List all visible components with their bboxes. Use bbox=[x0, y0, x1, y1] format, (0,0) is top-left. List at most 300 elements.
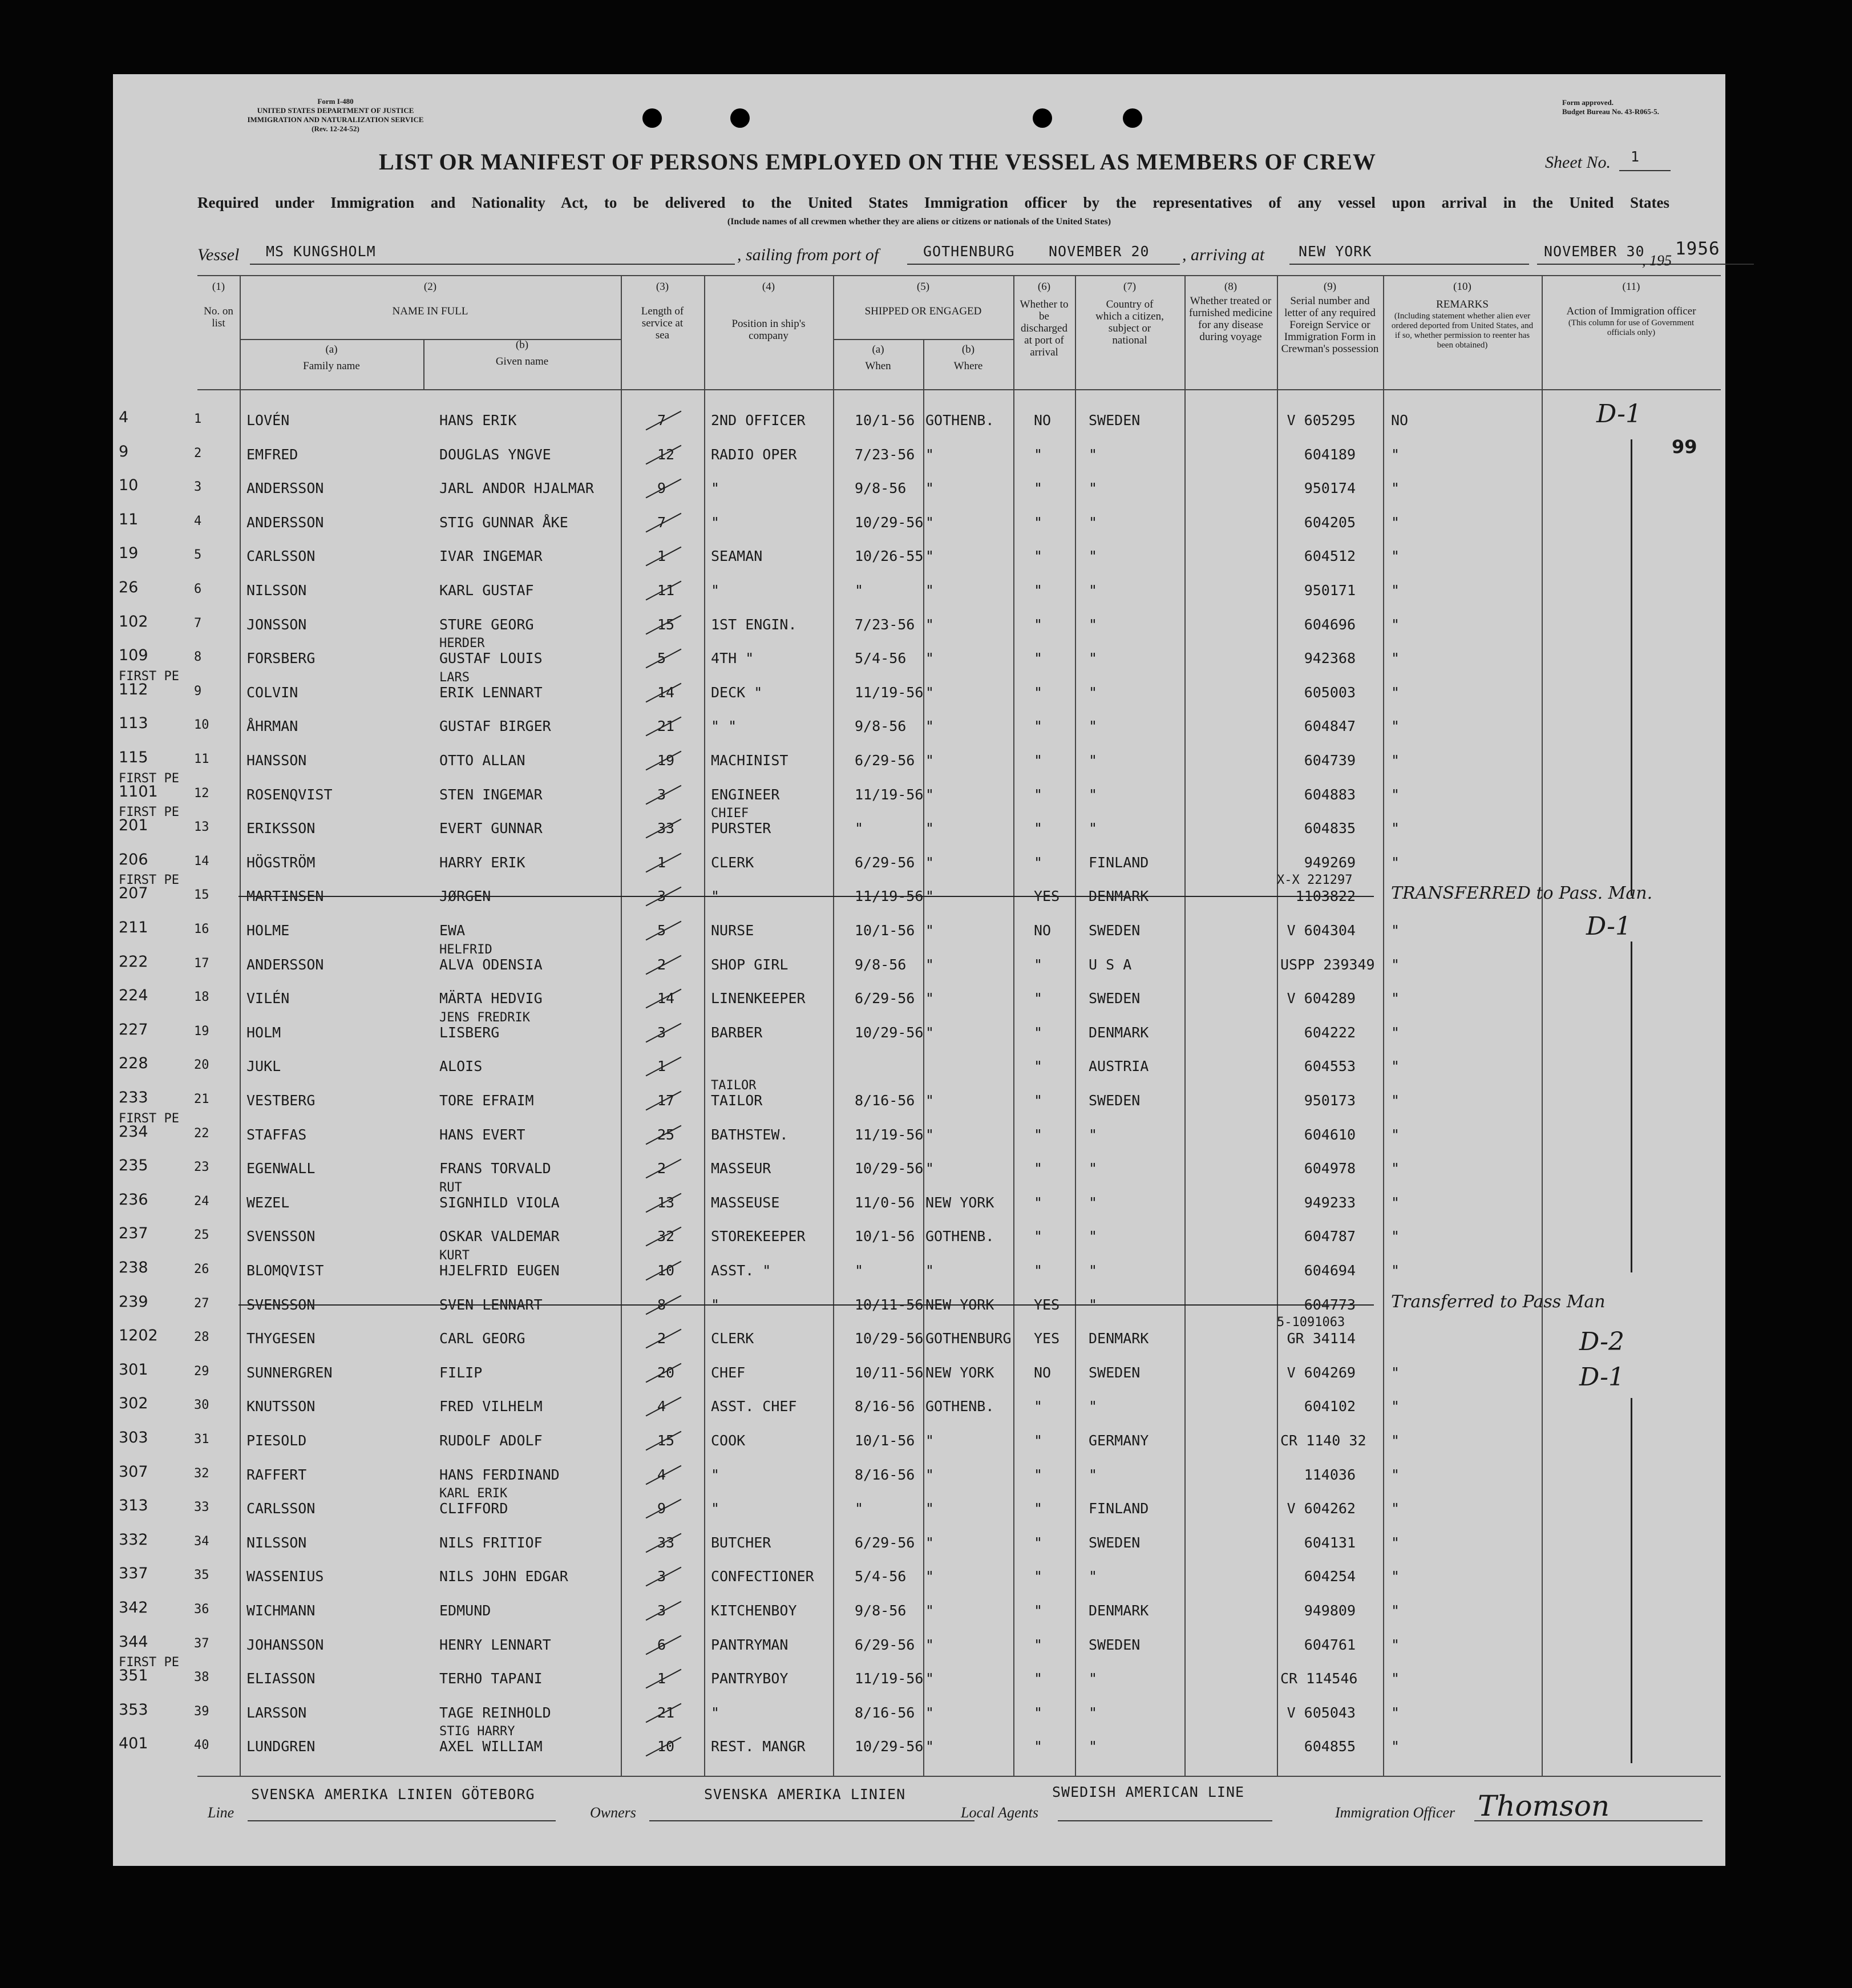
shipped-where: " bbox=[925, 820, 935, 837]
given-name-above: HERDER bbox=[439, 636, 485, 650]
shipped-when: 6/29-56 bbox=[855, 752, 915, 769]
serial-number: 114036 bbox=[1304, 1466, 1356, 1483]
position: " " bbox=[711, 718, 737, 734]
discharged: " bbox=[1034, 1637, 1043, 1653]
vessel-label: Vessel bbox=[197, 245, 240, 264]
row-reference-number: 233 bbox=[119, 1089, 148, 1106]
discharged: " bbox=[1034, 1602, 1043, 1619]
country: FINLAND bbox=[1089, 1500, 1149, 1517]
serial-number: 604696 bbox=[1304, 616, 1356, 633]
position: PANTRYMAN bbox=[711, 1637, 788, 1653]
serial-number: 604739 bbox=[1304, 752, 1356, 769]
shipped-where: " bbox=[925, 1500, 935, 1517]
shipped-where: " bbox=[925, 1160, 935, 1177]
shipped-where: " bbox=[925, 752, 935, 769]
row-list-number: 18 bbox=[194, 990, 209, 1004]
remarks: Transferred to Pass Man bbox=[1391, 1292, 1606, 1312]
shipped-when: 11/19-56 bbox=[855, 1126, 924, 1143]
given-name-above: LARS bbox=[439, 670, 470, 685]
service-length: 32 bbox=[657, 1228, 675, 1244]
country: SWEDEN bbox=[1089, 1092, 1141, 1109]
service-length: 9 bbox=[657, 1500, 666, 1517]
row-reference-number: 227 bbox=[119, 1021, 148, 1039]
shipped-when: 10/29-56 bbox=[855, 1738, 924, 1755]
officer-signature: Thomson bbox=[1478, 1789, 1610, 1823]
serial-number: 605003 bbox=[1304, 684, 1356, 701]
serial-number: 604855 bbox=[1304, 1738, 1356, 1755]
position: " bbox=[711, 1296, 720, 1313]
given-name: IVAR INGEMAR bbox=[439, 548, 543, 564]
serial-number: CR 114546 bbox=[1280, 1670, 1358, 1687]
annotation-d1-top: D-1 bbox=[1596, 399, 1641, 429]
row-list-number: 8 bbox=[194, 650, 202, 664]
country: SWEDEN bbox=[1089, 1637, 1141, 1653]
country: " bbox=[1089, 786, 1098, 803]
shipped-where: " bbox=[925, 1704, 935, 1721]
country: DENMARK bbox=[1089, 1330, 1149, 1347]
discharged: NO bbox=[1034, 1364, 1052, 1381]
service-length: 10 bbox=[657, 1262, 675, 1279]
given-name: AXEL WILLIAM bbox=[439, 1738, 543, 1755]
country: " bbox=[1089, 548, 1098, 564]
shipped-when: 5/4-56 bbox=[855, 650, 907, 666]
given-name: TORE EFRAIM bbox=[439, 1092, 534, 1109]
col11-header: (11) Action of Immigration officer (This column for use of Government officials only) bbox=[1566, 281, 1696, 337]
family-name: FORSBERG bbox=[246, 650, 316, 666]
row-list-number: 28 bbox=[194, 1330, 209, 1344]
given-name: FILIP bbox=[439, 1364, 483, 1381]
footer-line-value: SVENSKA AMERIKA LINIEN GÖTEBORG bbox=[251, 1786, 535, 1803]
form-approved: Form approved. bbox=[1562, 98, 1614, 107]
given-name: HARRY ERIK bbox=[439, 854, 525, 871]
position: " bbox=[711, 1466, 720, 1483]
position: MACHINIST bbox=[711, 752, 788, 769]
serial-number: 604883 bbox=[1304, 786, 1356, 803]
remarks: " bbox=[1391, 1364, 1400, 1381]
col5b-header: (b) Where bbox=[953, 344, 983, 372]
arriving-label: , arriving at bbox=[1182, 245, 1265, 264]
row-reference-number: 211 bbox=[119, 919, 148, 936]
serial-number: 604102 bbox=[1304, 1398, 1356, 1415]
row-reference-number: 332 bbox=[119, 1531, 148, 1549]
given-name: CLIFFORD bbox=[439, 1500, 508, 1517]
position: STOREKEEPER bbox=[711, 1228, 806, 1244]
row-list-number: 33 bbox=[194, 1500, 209, 1514]
remarks: " bbox=[1391, 446, 1400, 463]
service-length: 7 bbox=[657, 514, 666, 531]
serial-number: 604847 bbox=[1304, 718, 1356, 734]
position: PANTRYBOY bbox=[711, 1670, 788, 1687]
country: U S A bbox=[1089, 956, 1132, 973]
row-list-number: 27 bbox=[194, 1296, 209, 1311]
row-list-number: 19 bbox=[194, 1024, 209, 1039]
shipped-when: 6/29-56 bbox=[855, 1637, 915, 1653]
sailing-date: NOVEMBER 20 bbox=[1049, 243, 1150, 260]
country: " bbox=[1089, 650, 1098, 666]
form-id-block bbox=[176, 97, 495, 134]
annotation-d1-mid: D-1 bbox=[1586, 912, 1631, 941]
discharged: NO bbox=[1034, 922, 1052, 939]
row-list-number: 17 bbox=[194, 956, 209, 971]
shipped-where: " bbox=[925, 514, 935, 531]
given-name-above: JENS FREDRIK bbox=[439, 1011, 530, 1025]
shipped-when: 7/23-56 bbox=[855, 616, 915, 633]
given-name: CARL GEORG bbox=[439, 1330, 525, 1347]
serial-number: V 605043 bbox=[1287, 1704, 1356, 1721]
col2a-header: (a) Family name bbox=[303, 344, 360, 372]
given-name: NILS JOHN EDGAR bbox=[439, 1568, 568, 1585]
service-length: 3 bbox=[657, 786, 666, 803]
row-list-number: 14 bbox=[194, 854, 209, 868]
shipped-where: " bbox=[925, 1738, 935, 1755]
col10-header: (10) REMARKS (Including statement whether alien ever ordered deported from United States, and if so, whether permission to reenter has been obtained) bbox=[1391, 281, 1534, 350]
col6-header: (6) Whether to be discharged at port of arrival bbox=[1020, 281, 1069, 358]
row-list-number: 31 bbox=[194, 1432, 209, 1446]
position: KITCHENBOY bbox=[711, 1602, 797, 1619]
shipped-where: " bbox=[925, 990, 935, 1007]
service-length: 3 bbox=[657, 1602, 666, 1619]
given-name-above: STIG HARRY bbox=[439, 1724, 515, 1739]
shipped-when: 10/11-56 bbox=[855, 1364, 924, 1381]
strikethrough-line bbox=[238, 1304, 1374, 1306]
row-list-number: 26 bbox=[194, 1262, 209, 1276]
shipped-where: " bbox=[925, 1432, 935, 1449]
shipped-where: " bbox=[925, 1092, 935, 1109]
row-prefix: FIRST PE bbox=[119, 1655, 179, 1670]
annotation-d1-low: D-1 bbox=[1579, 1363, 1624, 1392]
discharged: " bbox=[1034, 1228, 1043, 1244]
serial-number: USPP 239349 bbox=[1280, 956, 1375, 973]
remarks: " bbox=[1391, 1160, 1400, 1177]
discharged: " bbox=[1034, 752, 1043, 769]
arrival-year: 1956 bbox=[1675, 239, 1720, 259]
position: ASST. CHEF bbox=[711, 1398, 797, 1415]
position: BARBER bbox=[711, 1024, 763, 1041]
shipped-when: " bbox=[855, 820, 864, 837]
remarks: " bbox=[1391, 1500, 1400, 1517]
shipped-when: 11/0-56 bbox=[855, 1194, 915, 1211]
country: " bbox=[1089, 1262, 1098, 1279]
punch-hole bbox=[1033, 108, 1052, 128]
row-list-number: 9 bbox=[194, 684, 202, 698]
row-list-number: 34 bbox=[194, 1534, 209, 1549]
remarks: " bbox=[1391, 820, 1400, 837]
row-list-number: 40 bbox=[194, 1738, 209, 1752]
row-list-number: 11 bbox=[194, 752, 209, 766]
remarks: " bbox=[1391, 1466, 1400, 1483]
service-length: 10 bbox=[657, 1738, 675, 1755]
row-reference-number: 10 bbox=[119, 476, 139, 494]
row-reference-number: 201 bbox=[119, 817, 148, 834]
serial-number: 604610 bbox=[1304, 1126, 1356, 1143]
service-length: 2 bbox=[657, 1160, 666, 1177]
shipped-when: " bbox=[855, 1262, 864, 1279]
footer-owners-value: SVENSKA AMERIKA LINIEN bbox=[704, 1786, 906, 1803]
position: " bbox=[711, 514, 720, 531]
given-name: HANS ERIK bbox=[439, 412, 517, 429]
shipped-where: " bbox=[925, 1126, 935, 1143]
serial-number: 604189 bbox=[1304, 446, 1356, 463]
serial-number: CR 1140 32 bbox=[1280, 1432, 1366, 1449]
row-list-number: 38 bbox=[194, 1670, 209, 1684]
row-reference-number: 237 bbox=[119, 1225, 148, 1242]
discharged: " bbox=[1034, 820, 1043, 837]
country: " bbox=[1089, 1194, 1098, 1211]
discharged: " bbox=[1034, 582, 1043, 599]
vessel-name: MS KUNGSHOLM bbox=[266, 243, 376, 260]
shipped-where: GOTHENB. bbox=[925, 412, 994, 429]
given-name: FRANS TORVALD bbox=[439, 1160, 551, 1177]
family-name: LOVÉN bbox=[246, 412, 290, 429]
row-reference-number: 4 bbox=[119, 409, 129, 426]
shipped-when: 9/8-56 bbox=[855, 1602, 907, 1619]
family-name: VESTBERG bbox=[246, 1092, 316, 1109]
shipped-when: 10/29-56 bbox=[855, 514, 924, 531]
row-reference-number: 109 bbox=[119, 646, 148, 664]
form-approval bbox=[1562, 98, 1659, 116]
country: " bbox=[1089, 616, 1098, 633]
row-reference-number: 307 bbox=[119, 1463, 148, 1481]
row-reference-number: 239 bbox=[119, 1293, 148, 1311]
position: MASSEUSE bbox=[711, 1194, 780, 1211]
shipped-when: 9/8-56 bbox=[855, 956, 907, 973]
shipped-when: 7/23-56 bbox=[855, 446, 915, 463]
position: MASSEUR bbox=[711, 1160, 771, 1177]
serial-number: 604694 bbox=[1304, 1262, 1356, 1279]
row-list-number: 20 bbox=[194, 1058, 209, 1072]
serial-number: 949269 bbox=[1304, 854, 1356, 871]
serial-number: 604512 bbox=[1304, 548, 1356, 564]
page-title: LIST OR MANIFEST OF PERSONS EMPLOYED ON THE VESSEL AS MEMBERS OF CREW bbox=[379, 149, 1376, 175]
row-list-number: 13 bbox=[194, 820, 209, 834]
remarks: " bbox=[1391, 684, 1400, 701]
discharged: " bbox=[1034, 990, 1043, 1007]
row-reference-number: 1101 bbox=[119, 783, 158, 801]
discharged: " bbox=[1034, 1398, 1043, 1415]
country: " bbox=[1089, 718, 1098, 734]
service-length: 8 bbox=[657, 1296, 666, 1313]
service-length: 6 bbox=[657, 1637, 666, 1653]
given-name: LISBERG bbox=[439, 1024, 500, 1041]
row-reference-number: 234 bbox=[119, 1123, 148, 1141]
shipped-where: NEW YORK bbox=[925, 1296, 994, 1313]
shipped-where: " bbox=[925, 1534, 935, 1551]
discharged: " bbox=[1034, 1568, 1043, 1585]
position-above: CHIEF bbox=[711, 806, 749, 821]
given-name: SIGNHILD VIOLA bbox=[439, 1194, 560, 1211]
annotation-d2: D-2 bbox=[1579, 1327, 1624, 1356]
country: " bbox=[1089, 446, 1098, 463]
manifest-sheet bbox=[113, 74, 1725, 1866]
remarks: " bbox=[1391, 1058, 1400, 1074]
shipped-where: GOTHENB. bbox=[925, 1228, 994, 1244]
serial-number: 604978 bbox=[1304, 1160, 1356, 1177]
position: " bbox=[711, 480, 720, 496]
serial-number: V 604304 bbox=[1287, 922, 1356, 939]
year-suffix: , 195 bbox=[1642, 252, 1672, 269]
discharged: " bbox=[1034, 718, 1043, 734]
given-name: NILS FRITIOF bbox=[439, 1534, 543, 1551]
country: SWEDEN bbox=[1089, 412, 1141, 429]
country: " bbox=[1089, 514, 1098, 531]
discharged: " bbox=[1034, 1160, 1043, 1177]
shipped-when: 10/26-55 bbox=[855, 548, 924, 564]
given-name: HANS EVERT bbox=[439, 1126, 525, 1143]
family-name: JUKL bbox=[246, 1058, 281, 1074]
given-name: EDMUND bbox=[439, 1602, 491, 1619]
form-number: Form I-480 bbox=[317, 97, 354, 106]
shipped-when: 6/29-56 bbox=[855, 990, 915, 1007]
given-name: HENRY LENNART bbox=[439, 1637, 551, 1653]
family-name: SVENSSON bbox=[246, 1296, 316, 1313]
shipped-where: " bbox=[925, 1024, 935, 1041]
row-prefix: FIRST PE bbox=[119, 873, 179, 887]
discharged: " bbox=[1034, 1058, 1043, 1074]
shipped-where: " bbox=[925, 1466, 935, 1483]
shipped-when: 10/1-56 bbox=[855, 922, 915, 939]
shipped-where: " bbox=[925, 1568, 935, 1585]
row-prefix: FIRST PE bbox=[119, 1112, 179, 1126]
remarks: " bbox=[1391, 1432, 1400, 1449]
position: RADIO OPER bbox=[711, 446, 797, 463]
given-name: TAGE REINHOLD bbox=[439, 1704, 551, 1721]
family-name: VILÉN bbox=[246, 990, 290, 1007]
row-reference-number: 236 bbox=[119, 1191, 148, 1209]
country: " bbox=[1089, 1568, 1098, 1585]
discharged: " bbox=[1034, 446, 1043, 463]
country: FINLAND bbox=[1089, 854, 1149, 871]
position: CLERK bbox=[711, 854, 754, 871]
page-number-stamp: 99 bbox=[1672, 436, 1697, 458]
remarks: " bbox=[1391, 1568, 1400, 1585]
discharged: " bbox=[1034, 548, 1043, 564]
country: GERMANY bbox=[1089, 1432, 1149, 1449]
family-name: EMFRED bbox=[246, 446, 298, 463]
row-reference-number: 206 bbox=[119, 851, 148, 868]
position: " bbox=[711, 1704, 720, 1721]
country: SWEDEN bbox=[1089, 1534, 1141, 1551]
serial-number: 950173 bbox=[1304, 1092, 1356, 1109]
row-reference-number: 235 bbox=[119, 1157, 148, 1174]
shipped-when: 8/16-56 bbox=[855, 1092, 915, 1109]
remarks: " bbox=[1391, 1228, 1400, 1244]
family-name: WICHMANN bbox=[246, 1602, 316, 1619]
remarks: " bbox=[1391, 1637, 1400, 1653]
service-length: 14 bbox=[657, 990, 675, 1007]
row-prefix: FIRST PE bbox=[119, 669, 179, 684]
family-name: SUNNERGREN bbox=[246, 1364, 333, 1381]
remarks: " bbox=[1391, 1092, 1400, 1109]
given-name: JARL ANDOR HJALMAR bbox=[439, 480, 594, 496]
col1-header: (1) No. on list bbox=[204, 281, 233, 329]
given-name: EVERT GUNNAR bbox=[439, 820, 543, 837]
family-name: PIESOLD bbox=[246, 1432, 307, 1449]
family-name: JOHANSSON bbox=[246, 1637, 324, 1653]
row-list-number: 35 bbox=[194, 1568, 209, 1582]
shipped-when: 11/19-56 bbox=[855, 1670, 924, 1687]
shipped-where: " bbox=[925, 1637, 935, 1653]
family-name: MARTINSEN bbox=[246, 888, 324, 904]
row-reference-number: 313 bbox=[119, 1497, 148, 1514]
shipped-where: " bbox=[925, 956, 935, 973]
row-reference-number: 113 bbox=[119, 714, 148, 732]
discharged: " bbox=[1034, 1670, 1043, 1687]
country: " bbox=[1089, 1704, 1098, 1721]
col8-header: (8) Whether treated or furnished medicine for any disease during voyage bbox=[1188, 281, 1273, 343]
service-length: 2 bbox=[657, 1330, 666, 1347]
country: " bbox=[1089, 1466, 1098, 1483]
shipped-when: 8/16-56 bbox=[855, 1398, 915, 1415]
row-reference-number: 19 bbox=[119, 544, 139, 562]
shipped-where: " bbox=[925, 1670, 935, 1687]
position: 4TH " bbox=[711, 650, 754, 666]
footer-owners-label: Owners bbox=[590, 1804, 636, 1821]
service-length: 33 bbox=[657, 820, 675, 837]
position-above: TAILOR bbox=[711, 1078, 757, 1093]
shipped-where: " bbox=[925, 718, 935, 734]
position: " bbox=[711, 888, 720, 904]
position: " bbox=[711, 582, 720, 599]
sheet-number: 1 bbox=[1631, 148, 1640, 165]
row-list-number: 1 bbox=[194, 412, 202, 426]
shipped-when: 8/16-56 bbox=[855, 1466, 915, 1483]
family-name: WEZEL bbox=[246, 1194, 290, 1211]
col9-header: (9) Serial number and letter of any required Foreign Service or Immigration Form in Crewman's possession bbox=[1281, 281, 1379, 355]
family-name: ANDERSSON bbox=[246, 956, 324, 973]
row-reference-number: 115 bbox=[119, 749, 148, 766]
remarks: " bbox=[1391, 1126, 1400, 1143]
given-name: TERHO TAPANI bbox=[439, 1670, 543, 1687]
country: DENMARK bbox=[1089, 1602, 1149, 1619]
given-name: GUSTAF LOUIS bbox=[439, 650, 543, 666]
punch-hole bbox=[1123, 108, 1142, 128]
remarks: " bbox=[1391, 1704, 1400, 1721]
row-reference-number: 351 bbox=[119, 1667, 148, 1684]
family-name: ERIKSSON bbox=[246, 820, 316, 837]
shipped-when: 11/19-56 bbox=[855, 888, 924, 904]
row-reference-number: 222 bbox=[119, 953, 148, 971]
country: " bbox=[1089, 1126, 1098, 1143]
country: " bbox=[1089, 1738, 1098, 1755]
row-list-number: 15 bbox=[194, 888, 209, 902]
shipped-where: " bbox=[925, 922, 935, 939]
discharged: " bbox=[1034, 684, 1043, 701]
serial-above: 5-1091063 bbox=[1277, 1315, 1345, 1330]
given-name-above: KURT bbox=[439, 1248, 470, 1263]
discharged: " bbox=[1034, 1194, 1043, 1211]
form-dept: UNITED STATES DEPARTMENT OF JUSTICE bbox=[257, 106, 414, 115]
discharged: " bbox=[1034, 1432, 1043, 1449]
service-length: 5 bbox=[657, 922, 666, 939]
discharged: " bbox=[1034, 1466, 1043, 1483]
service-length: 20 bbox=[657, 1364, 675, 1381]
discharged: " bbox=[1034, 514, 1043, 531]
service-length: 4 bbox=[657, 1466, 666, 1483]
arrival-port: NEW YORK bbox=[1299, 243, 1372, 260]
remarks: NO bbox=[1391, 412, 1409, 429]
country: " bbox=[1089, 1160, 1098, 1177]
country: DENMARK bbox=[1089, 1024, 1149, 1041]
position: TAILOR bbox=[711, 1092, 763, 1109]
row-list-number: 16 bbox=[194, 922, 209, 936]
given-name: STEN INGEMAR bbox=[439, 786, 543, 803]
arrival-date: NOVEMBER 30 bbox=[1544, 243, 1645, 260]
shipped-when: 5/4-56 bbox=[855, 1568, 907, 1585]
service-length: 19 bbox=[657, 752, 675, 769]
given-name: GUSTAF BIRGER bbox=[439, 718, 551, 734]
discharged: " bbox=[1034, 1500, 1043, 1517]
row-list-number: 23 bbox=[194, 1160, 209, 1174]
